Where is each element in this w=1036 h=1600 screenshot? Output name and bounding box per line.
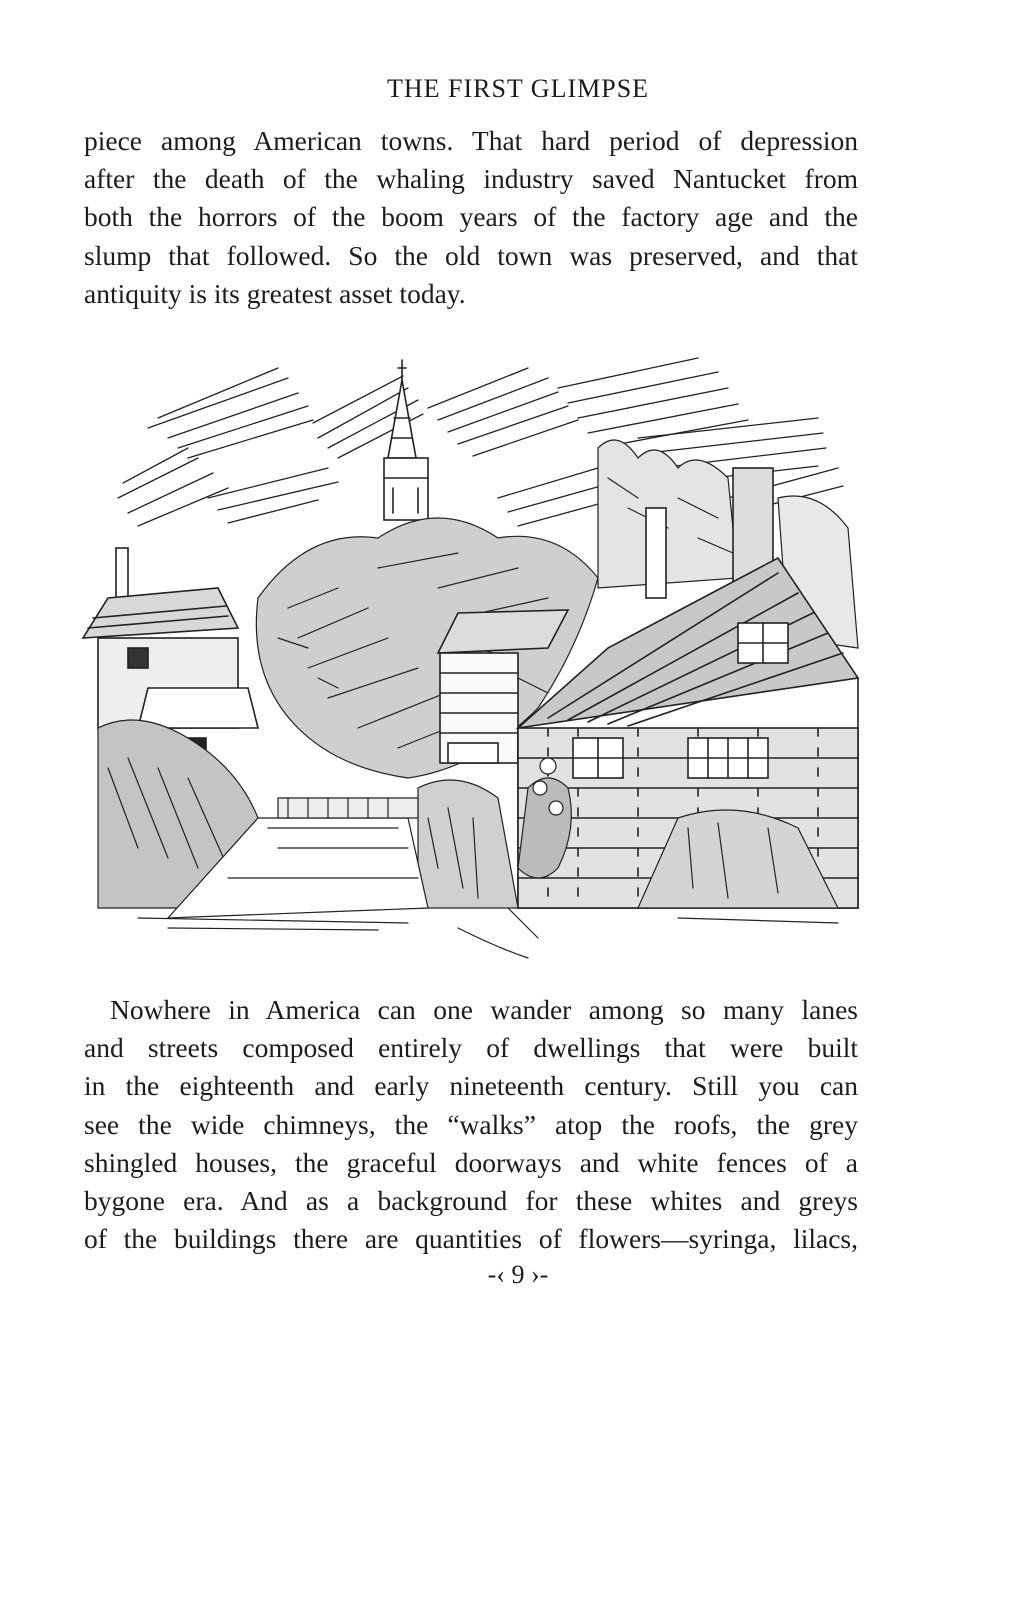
paragraph-1 [84, 122, 858, 313]
text-line: after the death of the whaling industry saved Nantucket from [84, 163, 858, 195]
text-line: bygone era. And as a background for these whites and greys [84, 1185, 858, 1217]
text-line: slump that followed. So the old town was preserved, and that [84, 239, 858, 271]
text-line: in the eighteenth and early nineteenth century. Still you can [84, 1070, 858, 1102]
text-line: both the horrors of the boom years of the factory age and the [84, 201, 858, 233]
text-line: see the wide chimneys, the “walks” atop the roofs, the grey [84, 1108, 858, 1140]
village-street-illustration [78, 348, 868, 968]
text-line: of the buildings there are quantities of flowers—syringa, lilacs, [84, 1223, 858, 1255]
page-number: -‹ 9 ›- [487, 1260, 549, 1289]
text-line: piece among American towns. That hard period of depression [84, 125, 858, 156]
text-line: and streets composed entirely of dwellings that were built [84, 1032, 858, 1064]
paragraph-2 [84, 991, 858, 1258]
running-head: THE FIRST GLIMPSE [386, 74, 650, 103]
text-line: shingled houses, the graceful doorways and white fences of a [84, 1146, 858, 1178]
text-line: Nowhere in America can one wander among so many lanes [110, 994, 858, 1025]
church-steeple [384, 360, 428, 520]
text-line: antiquity is its greatest asset today. [84, 277, 466, 309]
